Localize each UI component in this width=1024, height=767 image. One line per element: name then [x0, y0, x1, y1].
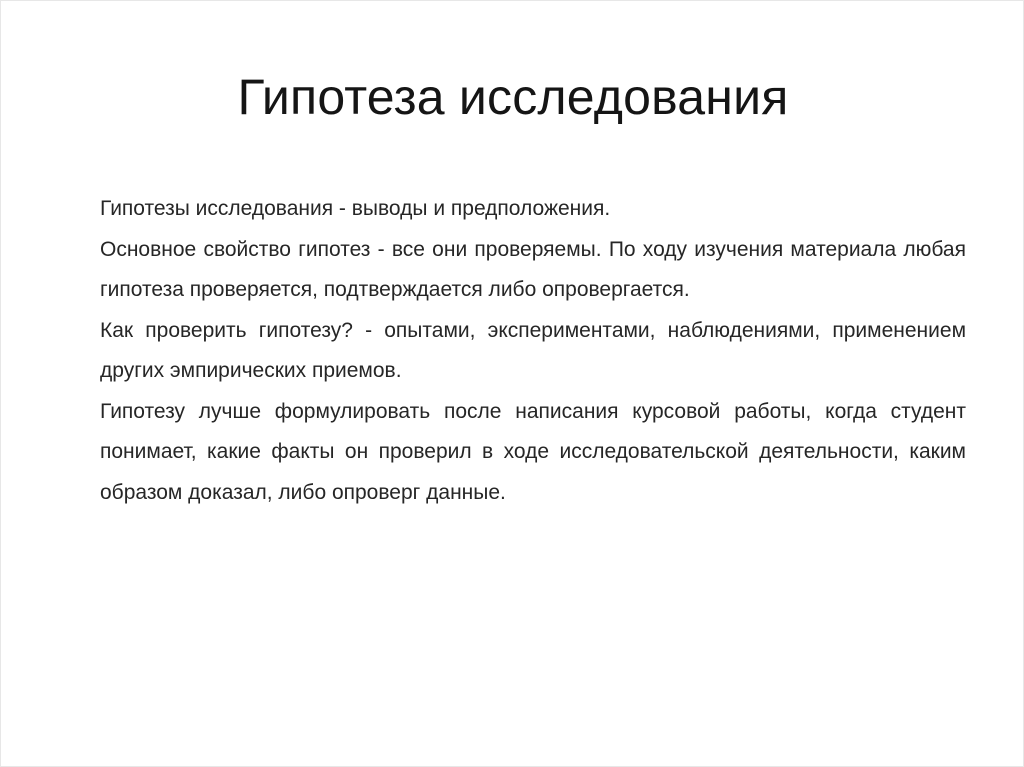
paragraph-formulation: Гипотезу лучше формулировать после написания курсовой работы, когда студент понимает, какие факты он проверил в ходе исследовательской деятельности, каким образом доказал, либо опроверг данные.: [100, 399, 966, 504]
slide-title: Гипотеза исследования: [237, 69, 789, 125]
paragraph-verification: Как проверить гипотезу? - опытами, экспериментами, наблюдениями, применением других эмпирических приемов.: [100, 318, 966, 382]
paragraph-definition: Гипотезы исследования - выводы и предположения.: [100, 197, 611, 220]
slide-body: [100, 189, 966, 513]
paragraph-property: Основное свойство гипотез - все они проверяемы. По ходу изучения материала любая гипотеза проверяется, подтверждается либо опровергается.: [100, 237, 966, 301]
